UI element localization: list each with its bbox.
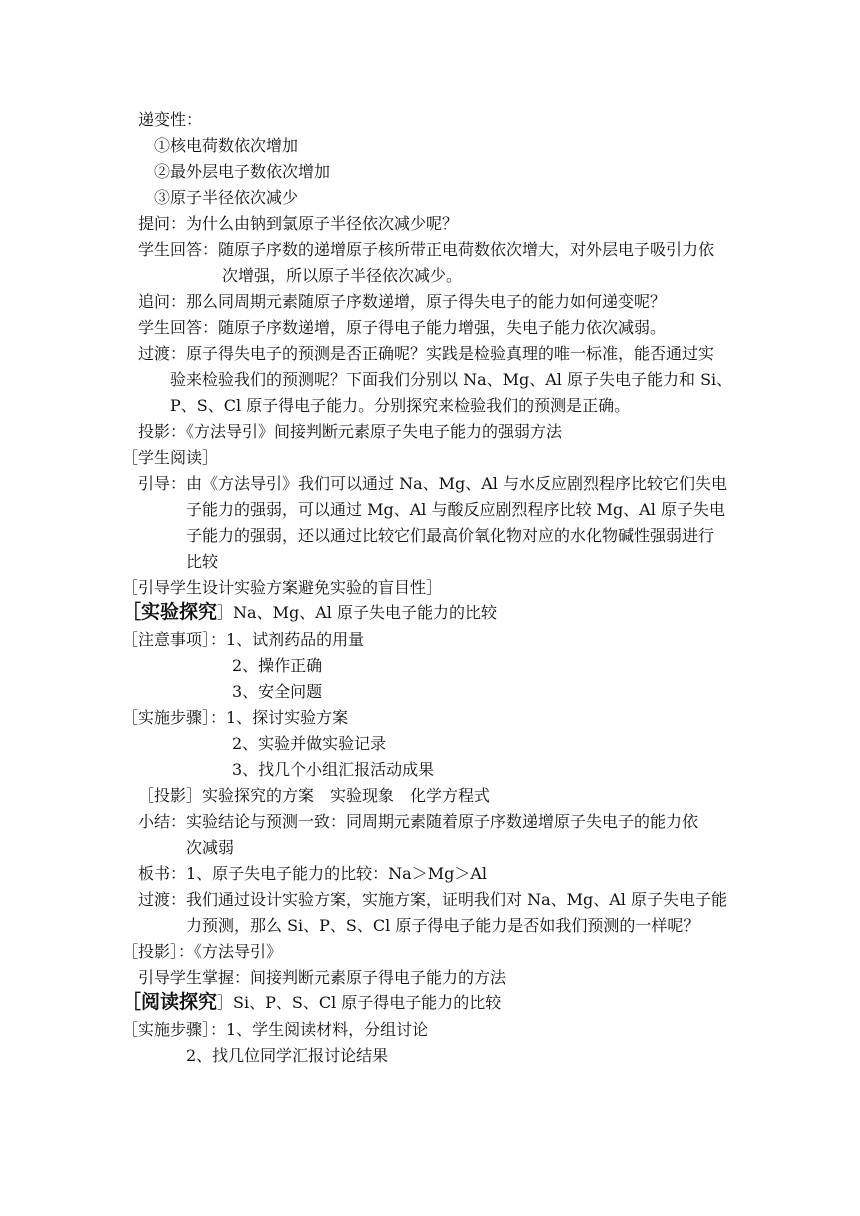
transition-line: 过渡：我们通过设计实验方案，实施方案，证明我们对 Na、Mg、Al 原子失电子能 (138, 890, 728, 909)
heading-reading (122, 992, 501, 1013)
summary-line-cont: 次减弱 (186, 838, 235, 857)
list-item: ①核电荷数依次增加 (154, 136, 299, 155)
heading-bracket: ［ (122, 601, 142, 623)
question-line: 提问：为什么由钠到氯原子半径依次减少呢？ (138, 214, 459, 233)
guide-line: 引导：由《方法导引》我们可以通过 Na、Mg、Al 与水反应剧烈程序比较它们失电 (138, 474, 728, 493)
projection-line: ［投影］实验探究的方案 实验现象 化学方程式 (138, 786, 491, 805)
notes-item: 2、操作正确 (232, 656, 323, 675)
summary-line: 小结：实验结论与预测一致：同周期元素随着原子序数递增原子失电子的能力依 (138, 812, 699, 831)
projection-line: 投影：《方法导引》间接判断元素原子失电子能力的强弱方法 (138, 422, 563, 441)
transition-line-cont: P、S、Cl 原子得电子能力。分别探究来检验我们的预测是正确。 (170, 396, 631, 415)
followup-question: 追问：那么同周期元素随原子序数递增，原子得失电子的能力如何递变呢？ (138, 292, 667, 311)
steps-item: 2、实验并做实验记录 (232, 734, 387, 753)
list-item: ③原子半径依次减少 (154, 188, 299, 207)
steps-item: 3、找几个小组汇报活动成果 (232, 760, 435, 779)
answer-line-cont: 次增强，所以原子半径依次减少。 (222, 266, 463, 285)
notes-line: ［注意事项］：1、试剂药品的用量 (122, 630, 365, 649)
heading-experiment (122, 602, 497, 623)
answer-line: 学生回答：随原子序数的递增原子核所带正电荷数依次增大，对外层电子吸引力依 (138, 240, 715, 259)
steps-line: ［实施步骤］：1、探讨实验方案 (122, 708, 349, 727)
steps-line: ［实施步骤］：1、学生阅读材料，分组讨论 (122, 1020, 429, 1039)
heading-bold-text: 阅读探究 (141, 991, 218, 1013)
answer-line: 学生回答：随原子序数递增，原子得电子能力增强，失电子能力依次减弱。 (138, 318, 667, 337)
heading-rest-text: ］Si、P、S、Cl 原子得电子能力的比较 (217, 993, 502, 1012)
text-line: 递变性： (138, 110, 203, 129)
steps-item: 2、找几位同学汇报讨论结果 (186, 1046, 389, 1065)
guide-line-cont: 子能力的强弱，可以通过 Mg、Al 与酸反应剧烈程序比较 Mg、Al 原子失电 (186, 500, 725, 519)
heading-rest-text: ］Na、Mg、Al 原子失电子能力的比较 (217, 603, 497, 622)
guide-line-cont: 子能力的强弱，还以通过比较它们最高价氧化物对应的水化物碱性强弱进行 (186, 526, 715, 545)
transition-line: 过渡：原子得失电子的预测是否正确呢？实践是检验真理的唯一标准，能否通过实 (138, 344, 715, 363)
guide-line-cont: 比较 (186, 552, 219, 571)
heading-bracket: ［ (122, 991, 142, 1013)
blackboard-line: 板书：1、原子失电子能力的比较：Na＞Mg＞Al (138, 864, 488, 883)
guide-line: 引导学生掌握：间接判断元素原子得电子能力的方法 (138, 968, 507, 987)
heading-bold-text: 实验探究 (141, 601, 218, 623)
projection-label: ［投影］：《方法导引》 (122, 942, 283, 961)
section-label: ［引导学生设计实验方案避免实验的盲目性］ (122, 578, 443, 597)
section-label: ［学生阅读］ (122, 448, 219, 467)
transition-line-cont: 力预测，那么 Si、P、S、Cl 原子得电子能力是否如我们预测的一样呢？ (186, 916, 700, 935)
notes-item: 3、安全问题 (232, 682, 323, 701)
list-item: ②最外层电子数依次增加 (154, 162, 331, 181)
transition-line-cont: 验来检验我们的预测呢？下面我们分别以 Na、Mg、Al 原子失电子能力和 Si、 (170, 370, 733, 389)
